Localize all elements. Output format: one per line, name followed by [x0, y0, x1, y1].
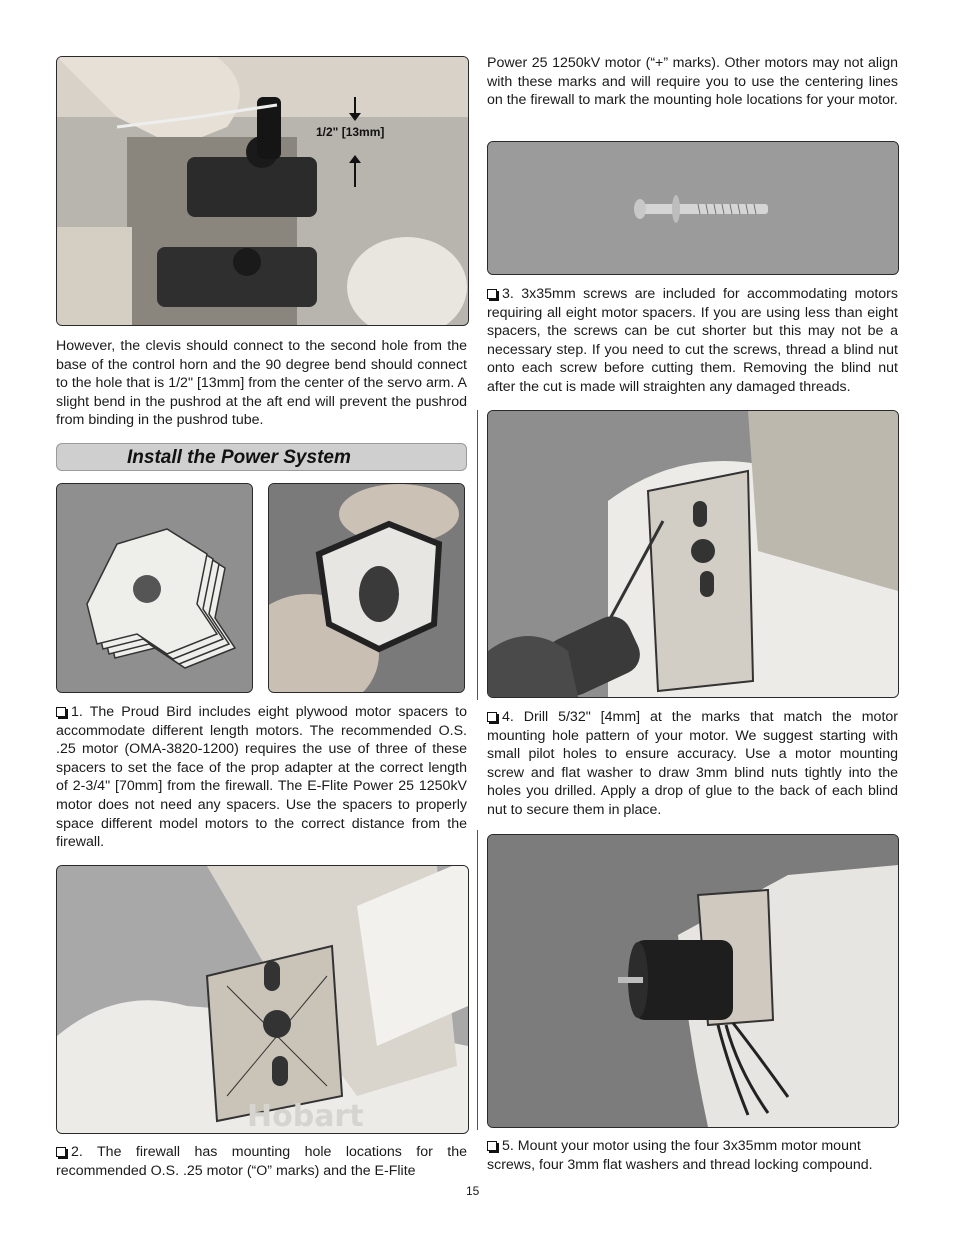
photo-measure-label: 1/2" [13mm] [316, 125, 385, 139]
step-1-body: 1. The Proud Bird includes eight plywood motor spacers to accommodate different length motors. The recommended O.S. .25 motor (OMA-3820-1200) requires the use of three of these spacers to set the face of the prop adapter at the correct length of 2-3/4" [70mm] from the firewall. The E-Flite Power 25 1250kV motor does not need any spacers. Use the spacers to properly space different model motors to the correct distance from the firewall. [56, 704, 467, 851]
column-divider [477, 410, 478, 700]
step-2-body: 2. The firewall has mounting hole locations for the recommended O.S. .25 motor (“O” marks) and the E-Flite [56, 1144, 467, 1179]
step-5-text [487, 1137, 901, 1174]
step-2-text [56, 1143, 467, 1180]
step-4-text [487, 708, 898, 820]
photo-screw [487, 141, 899, 275]
paragraph-clevis: However, the clevis should connect to the second hole from the base of the control horn and the 90 degree bend should connect to the hole that is 1/2" [13mm] from the center of the servo arm. A slight bend in the pushrod at the aft end will prevent the pushrod from binding in the pushrod tube. [56, 338, 467, 429]
column-divider-2 [477, 830, 478, 1130]
photo-spacer-stack [56, 483, 253, 693]
step-4-body: 4. Drill 5/32" [4mm] at the marks that match the motor mounting hole pattern of your motor. We suggest starting with small pilot holes to ensure accuracy. Use a motor mounting screw and flat washer to draw 3mm blind nuts tightly into the holes you drilled. Apply a drop of glue to the back of each blind nut to secure them in place. [487, 709, 898, 818]
section-title: Install the Power System [127, 447, 351, 468]
step-4-checkbox[interactable] [487, 712, 497, 722]
step-3-text [487, 285, 898, 397]
photo-firewall-marks [56, 865, 469, 1134]
step-2-continued: Power 25 1250kV motor (“+” marks). Other motors may not align with these marks and will require you to use the centering lines on the firewall to mark the mounting hole locations for your motor. [487, 55, 898, 109]
section-heading [56, 443, 467, 471]
page-number: 15 [466, 1184, 480, 1198]
photo-motor-mounted [487, 834, 899, 1128]
step-2-checkbox[interactable] [56, 1147, 66, 1157]
photo-drilling-firewall [487, 410, 899, 698]
step-5-checkbox[interactable] [487, 1141, 497, 1151]
step-3-body: 3. 3x35mm screws are included for accommodating motors requiring all eight motor spacers. If you are using less than eight spacers, the screws can be cut shorter but this may not be a necessary step. If you need to cut the screws, thread a blind nut onto each screw before cutting them. Removing the blind nut after the cut is made will straighten any damaged threads. [487, 286, 898, 395]
photo-servo-control-horn [56, 56, 469, 326]
step-5-body: 5. Mount your motor using the four 3x35mm motor mount screws, four 3mm flat washers and thread locking compound. [487, 1138, 873, 1173]
step-1-text [56, 703, 467, 852]
svg-text:Hobart: Hobart [247, 1099, 364, 1133]
photo-spacer-held [268, 483, 465, 693]
step-1-checkbox[interactable] [56, 707, 66, 717]
step-3-checkbox[interactable] [487, 289, 497, 299]
